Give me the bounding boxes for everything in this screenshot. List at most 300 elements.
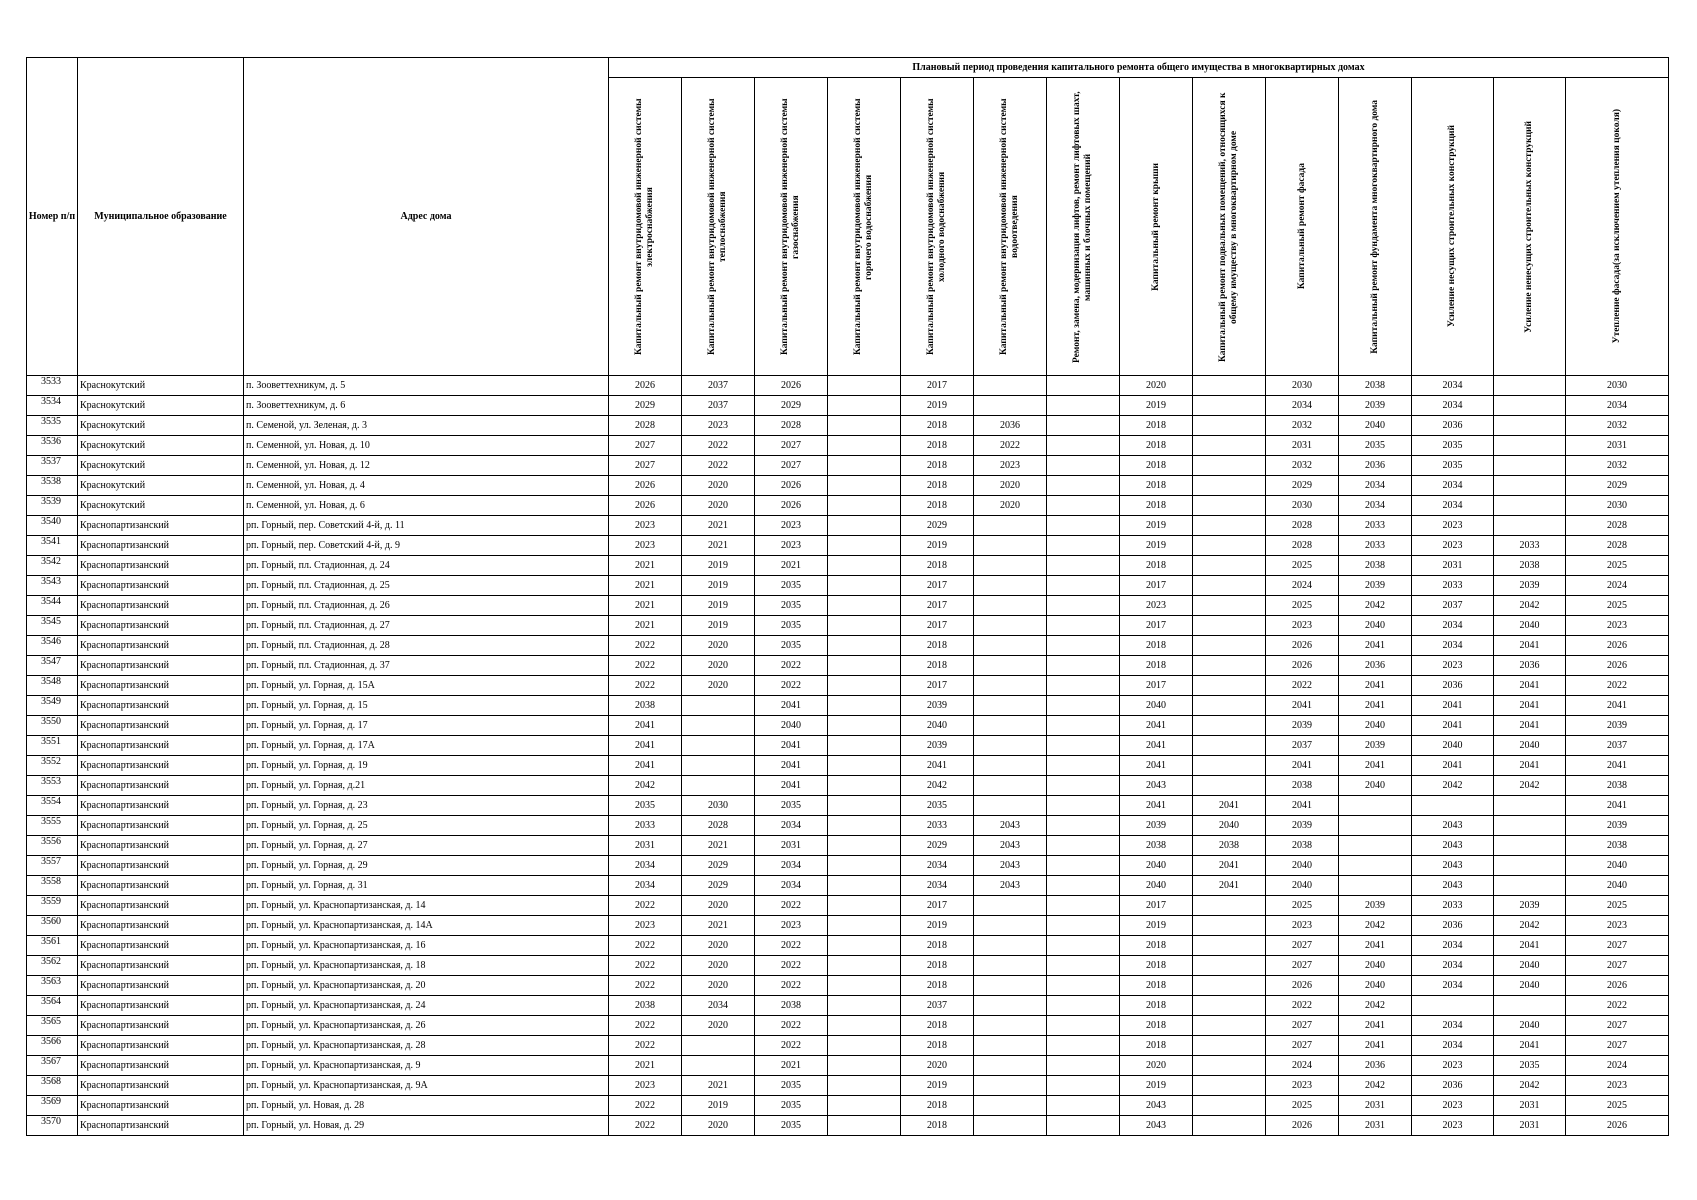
year-cell (828, 416, 901, 436)
year-cell: 2019 (682, 1096, 755, 1116)
municipality-cell: Краснопартизанский (78, 916, 244, 936)
municipality-cell: Краснопартизанский (78, 1096, 244, 1116)
year-cell: 2023 (1412, 536, 1494, 556)
year-cell (974, 776, 1047, 796)
year-cell (1193, 556, 1266, 576)
year-cell (828, 716, 901, 736)
year-cell: 2041 (1193, 876, 1266, 896)
year-cell: 2032 (1266, 456, 1339, 476)
header-municipality: Муниципальное образование (78, 58, 244, 376)
year-cell: 2018 (1120, 976, 1193, 996)
address-cell: рп. Горный, ул. Горная, д. 17 (244, 716, 609, 736)
year-cell: 2039 (1339, 576, 1412, 596)
year-cell (828, 956, 901, 976)
year-cell: 2034 (1412, 956, 1494, 976)
year-cell: 2020 (682, 936, 755, 956)
municipality-cell: Краснопартизанский (78, 1116, 244, 1136)
year-cell: 2034 (901, 856, 974, 876)
year-cell (974, 656, 1047, 676)
year-cell: 2028 (609, 416, 682, 436)
year-cell: 2022 (609, 1016, 682, 1036)
year-cell (828, 976, 901, 996)
year-cell (1047, 796, 1120, 816)
header-planned-period: Плановый период проведения капитального ремонта общего имущества в многоквартирных домах (609, 58, 1669, 78)
year-cell (828, 516, 901, 536)
address-cell: рп. Горный, пл. Стадионная, д. 27 (244, 616, 609, 636)
row-number-cell: 3548 (27, 676, 78, 696)
year-cell (1047, 976, 1120, 996)
year-cell (828, 876, 901, 896)
year-cell: 2034 (1266, 396, 1339, 416)
year-cell: 2023 (1412, 1056, 1494, 1076)
year-cell: 2022 (755, 896, 828, 916)
year-cell: 2020 (682, 656, 755, 676)
municipality-cell: Краснопартизанский (78, 616, 244, 636)
year-cell: 2023 (755, 916, 828, 936)
municipality-cell: Краснокутский (78, 376, 244, 396)
year-cell (1193, 696, 1266, 716)
year-cell: 2035 (755, 596, 828, 616)
year-cell: 2037 (901, 996, 974, 1016)
table-row (27, 796, 1669, 816)
year-cell: 2034 (755, 876, 828, 896)
year-cell: 2021 (609, 556, 682, 576)
year-cell: 2040 (1412, 736, 1494, 756)
address-cell: рп. Горный, ул. Краснопартизанская, д. 14А (244, 916, 609, 936)
year-cell: 2031 (1494, 1096, 1566, 1116)
year-cell (1047, 576, 1120, 596)
municipality-cell: Краснопартизанский (78, 716, 244, 736)
year-cell: 2018 (1120, 1016, 1193, 1036)
year-cell: 2036 (1412, 916, 1494, 936)
year-cell: 2034 (755, 856, 828, 876)
year-cell: 2021 (682, 916, 755, 936)
year-cell (974, 936, 1047, 956)
year-cell: 2039 (901, 696, 974, 716)
address-cell: п. Зооветтехникум, д. 6 (244, 396, 609, 416)
year-cell: 2041 (1494, 676, 1566, 696)
year-cell: 2040 (1266, 876, 1339, 896)
year-cell: 2017 (901, 616, 974, 636)
year-cell: 2036 (1412, 1076, 1494, 1096)
address-cell: рп. Горный, пл. Стадионная, д. 24 (244, 556, 609, 576)
year-cell (828, 796, 901, 816)
year-cell (1047, 956, 1120, 976)
column-header-8 (1120, 78, 1193, 376)
year-cell (1494, 996, 1566, 1016)
year-cell (1047, 496, 1120, 516)
row-number-cell: 3565 (27, 1016, 78, 1036)
year-cell: 2022 (682, 456, 755, 476)
year-cell: 2041 (1412, 716, 1494, 736)
year-cell: 2034 (609, 856, 682, 876)
year-cell: 2026 (1266, 976, 1339, 996)
year-cell (1193, 436, 1266, 456)
year-cell: 2035 (755, 796, 828, 816)
year-cell (828, 816, 901, 836)
year-cell: 2039 (1266, 716, 1339, 736)
address-cell: п. Семеной, ул. Зеленая, д. 3 (244, 416, 609, 436)
year-cell: 2034 (1339, 476, 1412, 496)
municipality-cell: Краснопартизанский (78, 556, 244, 576)
year-cell (1494, 456, 1566, 476)
year-cell (1494, 856, 1566, 876)
year-cell: 2021 (755, 556, 828, 576)
municipality-cell: Краснокутский (78, 496, 244, 516)
year-cell (1047, 636, 1120, 656)
year-cell: 2022 (609, 936, 682, 956)
address-cell: рп. Горный, ул. Горная, д. 15 (244, 696, 609, 716)
year-cell: 2018 (901, 416, 974, 436)
year-cell: 2041 (1494, 756, 1566, 776)
table-row (27, 1076, 1669, 1096)
row-number-cell: 3566 (27, 1036, 78, 1056)
year-cell: 2027 (1266, 1036, 1339, 1056)
year-cell (1047, 916, 1120, 936)
year-cell: 2033 (1339, 516, 1412, 536)
year-cell: 2022 (609, 1116, 682, 1136)
year-cell: 2036 (1412, 676, 1494, 696)
year-cell: 2041 (755, 736, 828, 756)
year-cell: 2041 (1339, 1036, 1412, 1056)
year-cell: 2036 (1339, 656, 1412, 676)
year-cell: 2020 (974, 476, 1047, 496)
year-cell: 2028 (682, 816, 755, 836)
year-cell: 2040 (1339, 716, 1412, 736)
address-cell: рп. Горный, ул. Новая, д. 29 (244, 1116, 609, 1136)
year-cell: 2023 (974, 456, 1047, 476)
municipality-cell: Краснопартизанский (78, 836, 244, 856)
year-cell: 2043 (1120, 776, 1193, 796)
row-number-cell: 3553 (27, 776, 78, 796)
year-cell: 2019 (901, 1076, 974, 1096)
table-row (27, 376, 1669, 396)
year-cell: 2034 (609, 876, 682, 896)
year-cell (1412, 796, 1494, 816)
year-cell: 2026 (609, 496, 682, 516)
year-cell: 2038 (1266, 776, 1339, 796)
year-cell: 2017 (1120, 616, 1193, 636)
year-cell: 2023 (755, 516, 828, 536)
year-cell: 2018 (1120, 496, 1193, 516)
year-cell: 2042 (1494, 596, 1566, 616)
header-number: Номер п/п (27, 58, 78, 376)
municipality-cell: Краснопартизанский (78, 736, 244, 756)
address-cell: рп. Горный, пер. Советский 4-й, д. 9 (244, 536, 609, 556)
municipality-cell: Краснопартизанский (78, 636, 244, 656)
year-cell: 2022 (755, 1036, 828, 1056)
year-cell: 2027 (1566, 956, 1669, 976)
year-cell: 2035 (755, 616, 828, 636)
year-cell: 2017 (1120, 676, 1193, 696)
year-cell (1193, 716, 1266, 736)
row-number-cell: 3544 (27, 596, 78, 616)
year-cell (1193, 976, 1266, 996)
year-cell (974, 696, 1047, 716)
column-header-label: Капитальный ремонт внутридомовой инженерной системы водоотведения (999, 98, 1020, 355)
year-cell: 2031 (1339, 1116, 1412, 1136)
year-cell: 2025 (1566, 1096, 1669, 1116)
year-cell: 2024 (1566, 1056, 1669, 1076)
year-cell (974, 1056, 1047, 1076)
address-cell: рп. Горный, ул. Краснопартизанская, д. 24 (244, 996, 609, 1016)
table-row (27, 416, 1669, 436)
address-cell: рп. Горный, ул. Горная, д. 19 (244, 756, 609, 776)
year-cell: 2041 (1266, 756, 1339, 776)
year-cell: 2038 (1266, 836, 1339, 856)
year-cell: 2018 (901, 456, 974, 476)
year-cell: 2038 (1566, 836, 1669, 856)
year-cell: 2019 (682, 596, 755, 616)
address-cell: п. Семенной, ул. Новая, д. 10 (244, 436, 609, 456)
year-cell: 2022 (609, 956, 682, 976)
row-number-cell: 3547 (27, 656, 78, 676)
year-cell: 2029 (901, 516, 974, 536)
year-cell: 2038 (1193, 836, 1266, 856)
year-cell: 2041 (901, 756, 974, 776)
year-cell: 2023 (609, 1076, 682, 1096)
year-cell (974, 796, 1047, 816)
year-cell: 2020 (682, 956, 755, 976)
year-cell: 2029 (1266, 476, 1339, 496)
year-cell: 2031 (1266, 436, 1339, 456)
address-cell: рп. Горный, ул. Краснопартизанская, д. 28 (244, 1036, 609, 1056)
year-cell: 2023 (609, 516, 682, 536)
capital-repair-schedule-sheet (26, 57, 1669, 1136)
year-cell: 2030 (1566, 376, 1669, 396)
year-cell: 2019 (1120, 516, 1193, 536)
year-cell (974, 556, 1047, 576)
year-cell: 2022 (682, 436, 755, 456)
column-header-14 (1566, 78, 1669, 376)
year-cell: 2026 (1266, 636, 1339, 656)
year-cell: 2026 (755, 496, 828, 516)
year-cell (1193, 516, 1266, 536)
year-cell: 2020 (1120, 1056, 1193, 1076)
address-cell: рп. Горный, ул. Горная, д.21 (244, 776, 609, 796)
address-cell: рп. Горный, ул. Краснопартизанская, д. 9 (244, 1056, 609, 1076)
year-cell: 2027 (1566, 1016, 1669, 1036)
municipality-cell: Краснокутский (78, 476, 244, 496)
row-number-cell: 3542 (27, 556, 78, 576)
column-header-7 (1047, 78, 1120, 376)
year-cell: 2027 (609, 456, 682, 476)
year-cell: 2020 (682, 896, 755, 916)
municipality-cell: Краснопартизанский (78, 536, 244, 556)
table-header (27, 58, 1669, 376)
year-cell: 2022 (609, 1096, 682, 1116)
year-cell (1339, 816, 1412, 836)
column-header-label: Ремонт, замена, модернизация лифтов, ремонт лифтовых шахт, машинных и блочных помещений (1072, 90, 1093, 363)
year-cell: 2040 (1120, 696, 1193, 716)
year-cell: 2022 (609, 636, 682, 656)
year-cell: 2036 (1339, 1056, 1412, 1076)
year-cell (1047, 516, 1120, 536)
municipality-cell: Краснокутский (78, 436, 244, 456)
year-cell: 2018 (1120, 556, 1193, 576)
row-number-cell: 3540 (27, 516, 78, 536)
address-cell: рп. Горный, ул. Краснопартизанская, д. 16 (244, 936, 609, 956)
year-cell: 2026 (609, 476, 682, 496)
year-cell: 2034 (1412, 1016, 1494, 1036)
year-cell (974, 536, 1047, 556)
address-cell: рп. Горный, ул. Горная, д. 27 (244, 836, 609, 856)
year-cell (1193, 576, 1266, 596)
year-cell (828, 536, 901, 556)
municipality-cell: Краснопартизанский (78, 696, 244, 716)
year-cell (828, 756, 901, 776)
year-cell: 2040 (1339, 956, 1412, 976)
year-cell: 2023 (1412, 516, 1494, 536)
year-cell: 2021 (755, 1056, 828, 1076)
year-cell: 2029 (609, 396, 682, 416)
table-row (27, 696, 1669, 716)
row-number-cell: 3552 (27, 756, 78, 776)
table-row (27, 556, 1669, 576)
year-cell: 2024 (1566, 576, 1669, 596)
year-cell (1193, 376, 1266, 396)
year-cell: 2040 (1193, 816, 1266, 836)
year-cell (828, 996, 901, 1016)
row-number-cell: 3543 (27, 576, 78, 596)
year-cell: 2023 (1266, 916, 1339, 936)
table-row (27, 596, 1669, 616)
year-cell: 2035 (755, 576, 828, 596)
year-cell: 2023 (1120, 596, 1193, 616)
year-cell: 2017 (901, 676, 974, 696)
year-cell: 2040 (1494, 976, 1566, 996)
year-cell: 2035 (1412, 456, 1494, 476)
year-cell (828, 396, 901, 416)
year-cell: 2041 (1266, 796, 1339, 816)
year-cell (1047, 376, 1120, 396)
year-cell (1047, 476, 1120, 496)
year-cell (1047, 396, 1120, 416)
table-row (27, 1096, 1669, 1116)
year-cell: 2027 (755, 456, 828, 476)
year-cell: 2034 (1412, 976, 1494, 996)
year-cell: 2023 (682, 416, 755, 436)
year-cell (1193, 416, 1266, 436)
year-cell (682, 756, 755, 776)
year-cell: 2018 (901, 1016, 974, 1036)
year-cell: 2034 (1566, 396, 1669, 416)
row-number-cell: 3570 (27, 1116, 78, 1136)
row-number-cell: 3551 (27, 736, 78, 756)
year-cell: 2033 (1412, 896, 1494, 916)
year-cell: 2041 (1412, 756, 1494, 776)
year-cell: 2043 (1412, 876, 1494, 896)
address-cell: рп. Горный, ул. Горная, д. 31 (244, 876, 609, 896)
year-cell: 2018 (1120, 956, 1193, 976)
year-cell: 2019 (1120, 536, 1193, 556)
year-cell: 2041 (1566, 756, 1669, 776)
year-cell: 2025 (1266, 556, 1339, 576)
address-cell: рп. Горный, ул. Горная, д. 29 (244, 856, 609, 876)
row-number-cell: 3537 (27, 456, 78, 476)
year-cell: 2018 (1120, 996, 1193, 1016)
row-number-cell: 3556 (27, 836, 78, 856)
year-cell: 2039 (1566, 716, 1669, 736)
address-cell: рп. Горный, ул. Горная, д. 25 (244, 816, 609, 836)
year-cell: 2020 (682, 976, 755, 996)
year-cell (828, 596, 901, 616)
year-cell: 2040 (901, 716, 974, 736)
municipality-cell: Краснопартизанский (78, 856, 244, 876)
year-cell: 2023 (1412, 656, 1494, 676)
year-cell: 2019 (901, 396, 974, 416)
year-cell (828, 736, 901, 756)
year-cell: 2023 (1266, 1076, 1339, 1096)
year-cell: 2022 (609, 976, 682, 996)
column-header-5 (901, 78, 974, 376)
table-row (27, 676, 1669, 696)
year-cell: 2042 (901, 776, 974, 796)
row-number-cell: 3541 (27, 536, 78, 556)
table-row (27, 876, 1669, 896)
year-cell (828, 1036, 901, 1056)
year-cell (1047, 596, 1120, 616)
year-cell: 2027 (1266, 936, 1339, 956)
municipality-cell: Краснокутский (78, 456, 244, 476)
year-cell (828, 456, 901, 476)
year-cell (682, 1036, 755, 1056)
column-header-label: Капитальный ремонт внутридомовой инженерной системы электроснабжения (634, 98, 655, 355)
year-cell (1494, 476, 1566, 496)
year-cell: 2040 (1339, 776, 1412, 796)
year-cell: 2018 (901, 1036, 974, 1056)
year-cell (974, 396, 1047, 416)
row-number-cell: 3536 (27, 436, 78, 456)
year-cell (974, 996, 1047, 1016)
address-cell: рп. Горный, ул. Краснопартизанская, д. 18 (244, 956, 609, 976)
year-cell: 2037 (1412, 596, 1494, 616)
year-cell: 2035 (755, 1076, 828, 1096)
year-cell: 2022 (755, 956, 828, 976)
year-cell: 2025 (1266, 1096, 1339, 1116)
year-cell: 2033 (1494, 536, 1566, 556)
year-cell (1047, 1076, 1120, 1096)
year-cell: 2022 (1266, 676, 1339, 696)
year-cell: 2035 (609, 796, 682, 816)
year-cell (974, 1076, 1047, 1096)
year-cell (974, 636, 1047, 656)
table-row (27, 476, 1669, 496)
row-number-cell: 3539 (27, 496, 78, 516)
year-cell (974, 716, 1047, 736)
year-cell: 2041 (1494, 716, 1566, 736)
row-number-cell: 3545 (27, 616, 78, 636)
year-cell: 2021 (682, 516, 755, 536)
table-row (27, 776, 1669, 796)
year-cell: 2020 (901, 1056, 974, 1076)
year-cell: 2036 (974, 416, 1047, 436)
year-cell (974, 956, 1047, 976)
year-cell (1193, 936, 1266, 956)
year-cell (1193, 996, 1266, 1016)
row-number-cell: 3558 (27, 876, 78, 896)
table-row (27, 1016, 1669, 1036)
year-cell: 2038 (1339, 556, 1412, 576)
year-cell: 2031 (609, 836, 682, 856)
year-cell: 2040 (1494, 616, 1566, 636)
year-cell: 2040 (755, 716, 828, 736)
year-cell: 2018 (901, 436, 974, 456)
year-cell (1193, 596, 1266, 616)
year-cell: 2043 (1120, 1096, 1193, 1116)
municipality-cell: Краснопартизанский (78, 796, 244, 816)
table-row (27, 936, 1669, 956)
